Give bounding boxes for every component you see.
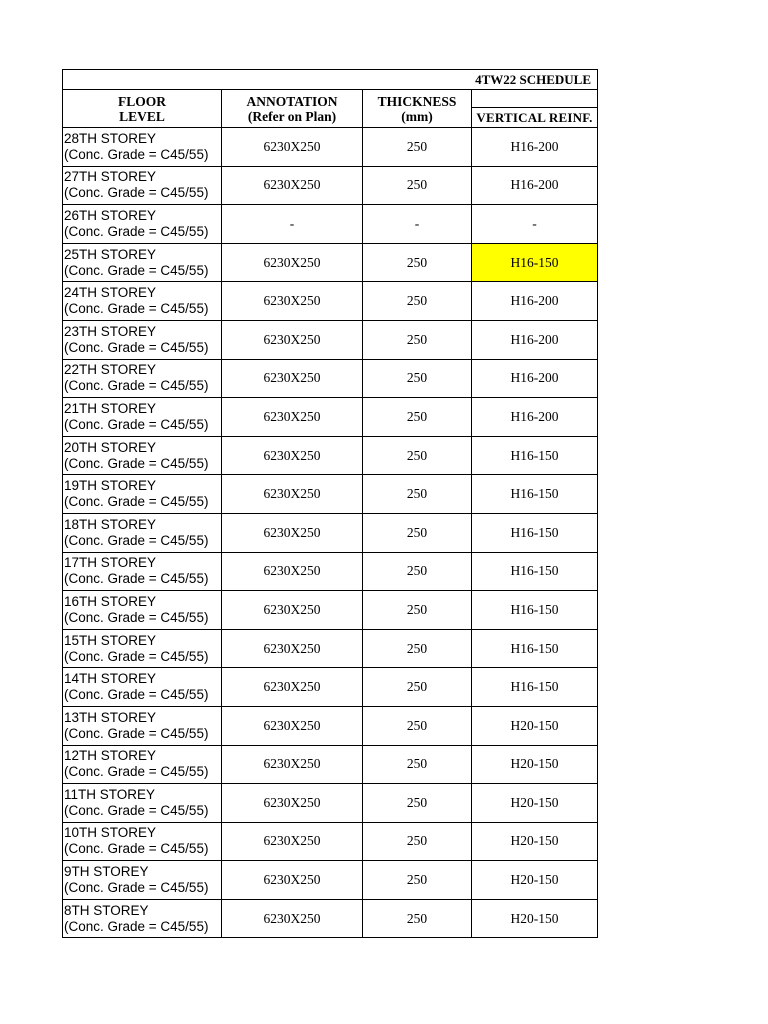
thickness-cell: 250 xyxy=(363,128,472,167)
thickness-cell: - xyxy=(363,205,472,244)
floor-level-cell xyxy=(63,552,222,591)
floor-level-cell xyxy=(63,629,222,668)
annotation-cell: 6230X250 xyxy=(222,398,363,437)
thickness-header-line2: (mm) xyxy=(401,108,433,124)
floor-level-cell xyxy=(63,282,222,321)
annotation-cell: 6230X250 xyxy=(222,899,363,938)
table-row xyxy=(63,359,598,398)
floor-level-cell xyxy=(63,166,222,205)
concrete-grade: (Conc. Grade = C45/55) xyxy=(64,687,209,703)
floor-level-cell xyxy=(63,398,222,437)
vertical-reinf-cell: H16-150 xyxy=(472,436,598,475)
annotation-cell: 6230X250 xyxy=(222,861,363,900)
concrete-grade: (Conc. Grade = C45/55) xyxy=(64,571,209,587)
annotation-cell: 6230X250 xyxy=(222,591,363,630)
floor-header-line2: LEVEL xyxy=(119,108,165,124)
table-row xyxy=(63,591,598,630)
header-row xyxy=(63,90,598,108)
annotation-cell: 6230X250 xyxy=(222,552,363,591)
floor-level-cell xyxy=(63,668,222,707)
floor-name: 11TH STOREY xyxy=(64,786,156,802)
vertical-reinf-cell: H20-150 xyxy=(472,784,598,823)
vertical-reinf-cell: H20-150 xyxy=(472,706,598,745)
annotation-cell: 6230X250 xyxy=(222,166,363,205)
floor-level-cell xyxy=(63,784,222,823)
annotation-cell: 6230X250 xyxy=(222,359,363,398)
annotation-cell: - xyxy=(222,205,363,244)
vertical-reinf-header: VERTICAL REINF. xyxy=(472,108,598,128)
annotation-header xyxy=(222,90,363,128)
concrete-grade: (Conc. Grade = C45/55) xyxy=(64,494,209,510)
table-row xyxy=(63,243,598,282)
wall-schedule-table xyxy=(62,69,598,938)
vertical-reinf-cell: H16-200 xyxy=(472,359,598,398)
thickness-cell: 250 xyxy=(363,436,472,475)
table-row xyxy=(63,706,598,745)
floor-level-cell xyxy=(63,745,222,784)
schedule-title: 4TW22 SCHEDULE xyxy=(63,70,598,90)
annotation-header-line1: ANNOTATION xyxy=(246,93,338,109)
thickness-cell: 250 xyxy=(363,475,472,514)
vertical-reinf-cell: H16-150 xyxy=(472,668,598,707)
floor-name: 12TH STOREY xyxy=(64,748,157,764)
floor-level-cell xyxy=(63,822,222,861)
concrete-grade: (Conc. Grade = C45/55) xyxy=(64,802,209,818)
concrete-grade: (Conc. Grade = C45/55) xyxy=(64,764,209,780)
floor-name: 21TH STOREY xyxy=(64,400,157,416)
thickness-cell: 250 xyxy=(363,591,472,630)
floor-name: 19TH STOREY xyxy=(64,478,157,494)
floor-name: 15TH STOREY xyxy=(64,632,157,648)
vertical-reinf-cell: H16-200 xyxy=(472,320,598,359)
concrete-grade: (Conc. Grade = C45/55) xyxy=(64,146,209,162)
concrete-grade: (Conc. Grade = C45/55) xyxy=(64,880,209,896)
floor-name: 22TH STOREY xyxy=(64,362,157,378)
vertical-reinf-cell: H20-150 xyxy=(472,861,598,900)
table-row xyxy=(63,668,598,707)
floor-level-cell xyxy=(63,243,222,282)
annotation-cell: 6230X250 xyxy=(222,784,363,823)
thickness-cell: 250 xyxy=(363,784,472,823)
table-row xyxy=(63,475,598,514)
table-row xyxy=(63,128,598,167)
concrete-grade: (Conc. Grade = C45/55) xyxy=(64,918,209,934)
vertical-reinf-cell: H20-150 xyxy=(472,822,598,861)
vertical-reinf-cell: - xyxy=(472,205,598,244)
thickness-cell: 250 xyxy=(363,166,472,205)
floor-level-header xyxy=(63,90,222,128)
vertical-reinf-cell: H16-150 xyxy=(472,591,598,630)
floor-level-cell xyxy=(63,475,222,514)
thickness-cell: 250 xyxy=(363,359,472,398)
vertical-reinf-cell: H16-150 xyxy=(472,513,598,552)
floor-name: 20TH STOREY xyxy=(64,439,157,455)
concrete-grade: (Conc. Grade = C45/55) xyxy=(64,532,209,548)
reinf-header-blank xyxy=(472,90,598,108)
thickness-cell: 250 xyxy=(363,706,472,745)
floor-name: 10TH STOREY xyxy=(64,825,157,841)
table-row xyxy=(63,398,598,437)
thickness-cell: 250 xyxy=(363,513,472,552)
vertical-reinf-cell: H20-150 xyxy=(472,899,598,938)
floor-name: 13TH STOREY xyxy=(64,709,157,725)
annotation-cell: 6230X250 xyxy=(222,745,363,784)
concrete-grade: (Conc. Grade = C45/55) xyxy=(64,223,209,239)
vertical-reinf-cell: H16-200 xyxy=(472,166,598,205)
floor-name: 28TH STOREY xyxy=(64,130,157,146)
floor-name: 17TH STOREY xyxy=(64,555,157,571)
vertical-reinf-cell: H16-150 xyxy=(472,629,598,668)
concrete-grade: (Conc. Grade = C45/55) xyxy=(64,609,209,625)
floor-name: 23TH STOREY xyxy=(64,323,157,339)
floor-level-cell xyxy=(63,205,222,244)
floor-name: 8TH STOREY xyxy=(64,902,149,918)
floor-level-cell xyxy=(63,591,222,630)
thickness-cell: 250 xyxy=(363,861,472,900)
floor-level-cell xyxy=(63,899,222,938)
concrete-grade: (Conc. Grade = C45/55) xyxy=(64,725,209,741)
floor-level-cell xyxy=(63,128,222,167)
floor-name: 24TH STOREY xyxy=(64,285,157,301)
table-row xyxy=(63,282,598,321)
floor-level-cell xyxy=(63,706,222,745)
table-row xyxy=(63,629,598,668)
concrete-grade: (Conc. Grade = C45/55) xyxy=(64,455,209,471)
floor-level-cell xyxy=(63,359,222,398)
concrete-grade: (Conc. Grade = C45/55) xyxy=(64,185,209,201)
floor-level-cell xyxy=(63,861,222,900)
floor-name: 14TH STOREY xyxy=(64,671,157,687)
thickness-cell: 250 xyxy=(363,822,472,861)
table-row xyxy=(63,205,598,244)
title-row xyxy=(63,70,598,90)
annotation-cell: 6230X250 xyxy=(222,475,363,514)
table-row xyxy=(63,513,598,552)
floor-name: 27TH STOREY xyxy=(64,169,157,185)
floor-level-cell xyxy=(63,320,222,359)
annotation-header-line2: (Refer on Plan) xyxy=(247,108,337,124)
thickness-cell: 250 xyxy=(363,320,472,359)
vertical-reinf-cell: H16-200 xyxy=(472,282,598,321)
concrete-grade: (Conc. Grade = C45/55) xyxy=(64,339,209,355)
annotation-cell: 6230X250 xyxy=(222,282,363,321)
floor-name: 26TH STOREY xyxy=(64,207,157,223)
concrete-grade: (Conc. Grade = C45/55) xyxy=(64,648,209,664)
floor-name: 18TH STOREY xyxy=(64,516,157,532)
concrete-grade: (Conc. Grade = C45/55) xyxy=(64,378,209,394)
concrete-grade: (Conc. Grade = C45/55) xyxy=(64,262,209,278)
floor-name: 25TH STOREY xyxy=(64,246,157,262)
vertical-reinf-cell: H16-150 xyxy=(472,243,598,282)
table-row xyxy=(63,861,598,900)
thickness-cell: 250 xyxy=(363,899,472,938)
thickness-cell: 250 xyxy=(363,668,472,707)
thickness-cell: 250 xyxy=(363,282,472,321)
floor-level-cell xyxy=(63,436,222,475)
table-row xyxy=(63,822,598,861)
table-row xyxy=(63,436,598,475)
vertical-reinf-cell: H16-150 xyxy=(472,552,598,591)
floor-name: 9TH STOREY xyxy=(64,864,149,880)
concrete-grade: (Conc. Grade = C45/55) xyxy=(64,416,209,432)
thickness-cell: 250 xyxy=(363,629,472,668)
thickness-cell: 250 xyxy=(363,243,472,282)
vertical-reinf-cell: H16-200 xyxy=(472,128,598,167)
floor-level-cell xyxy=(63,513,222,552)
annotation-cell: 6230X250 xyxy=(222,822,363,861)
table-row xyxy=(63,166,598,205)
thickness-cell: 250 xyxy=(363,745,472,784)
annotation-cell: 6230X250 xyxy=(222,128,363,167)
floor-name: 16TH STOREY xyxy=(64,593,157,609)
annotation-cell: 6230X250 xyxy=(222,320,363,359)
thickness-cell: 250 xyxy=(363,398,472,437)
annotation-cell: 6230X250 xyxy=(222,243,363,282)
floor-header-line1: FLOOR xyxy=(117,93,166,109)
annotation-cell: 6230X250 xyxy=(222,706,363,745)
annotation-cell: 6230X250 xyxy=(222,668,363,707)
thickness-header xyxy=(363,90,472,128)
table-row xyxy=(63,784,598,823)
vertical-reinf-cell: H16-200 xyxy=(472,398,598,437)
table-row xyxy=(63,552,598,591)
thickness-cell: 250 xyxy=(363,552,472,591)
concrete-grade: (Conc. Grade = C45/55) xyxy=(64,841,209,857)
vertical-reinf-cell: H20-150 xyxy=(472,745,598,784)
schedule-sheet xyxy=(62,69,598,938)
table-row xyxy=(63,745,598,784)
schedule-rows xyxy=(63,128,598,938)
annotation-cell: 6230X250 xyxy=(222,629,363,668)
concrete-grade: (Conc. Grade = C45/55) xyxy=(64,301,209,317)
thickness-header-line1: THICKNESS xyxy=(377,93,457,109)
annotation-cell: 6230X250 xyxy=(222,436,363,475)
annotation-cell: 6230X250 xyxy=(222,513,363,552)
table-row xyxy=(63,899,598,938)
vertical-reinf-cell: H16-150 xyxy=(472,475,598,514)
table-row xyxy=(63,320,598,359)
